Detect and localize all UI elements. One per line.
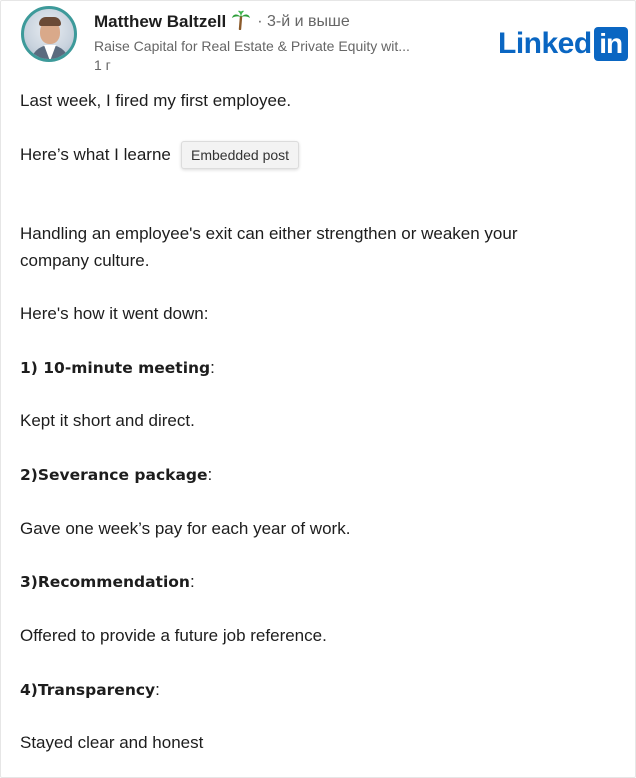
step-colon: : [189, 572, 195, 591]
step-heading [20, 354, 610, 382]
step-colon: : [210, 358, 215, 377]
post-timestamp: 1 г [94, 57, 111, 73]
logo-in-box: in [594, 27, 628, 61]
step-title: 3)Recommendation [20, 573, 190, 591]
post-paragraph: Here's how it went down: [20, 304, 209, 323]
author-name-row [94, 11, 350, 33]
step-text: Kept it short and direct. [20, 411, 195, 430]
step-heading [20, 461, 610, 489]
step-text: Gave one week’s pay for each year of work. [20, 519, 351, 538]
step-text: Stayed clear and honest [20, 733, 204, 752]
step-title: 1) 10-minute meeting [20, 359, 211, 377]
linkedin-logo[interactable] [498, 27, 628, 61]
step-text: Offered to provide a future job reference. [20, 626, 327, 645]
embedded-post-tooltip: Embedded post [181, 141, 299, 169]
post-line: Last week, I fired my first employee. [20, 91, 292, 110]
post-line: Here’s what I learne [20, 145, 171, 164]
author-name[interactable]: Matthew Baltzell [94, 12, 227, 31]
connection-degree: · 3-й и выше [257, 13, 350, 30]
palm-tree-icon [226, 10, 251, 35]
author-headline: Raise Capital for Real Estate & Private Equity wit... [94, 38, 410, 54]
post-paragraph: Handling an employee's exit can either strengthen or weaken your company culture. [20, 224, 518, 270]
author-avatar[interactable] [21, 6, 77, 62]
step-colon: : [207, 465, 213, 484]
step-colon: : [155, 680, 160, 699]
step-title: 2)Severance package [20, 466, 208, 484]
avatar-hair [39, 17, 61, 26]
post-header [1, 1, 636, 81]
step-title: 4)Transparency [20, 681, 156, 699]
logo-wordmark: Linked [498, 27, 592, 60]
step-heading [20, 568, 610, 596]
step-heading [20, 676, 610, 704]
